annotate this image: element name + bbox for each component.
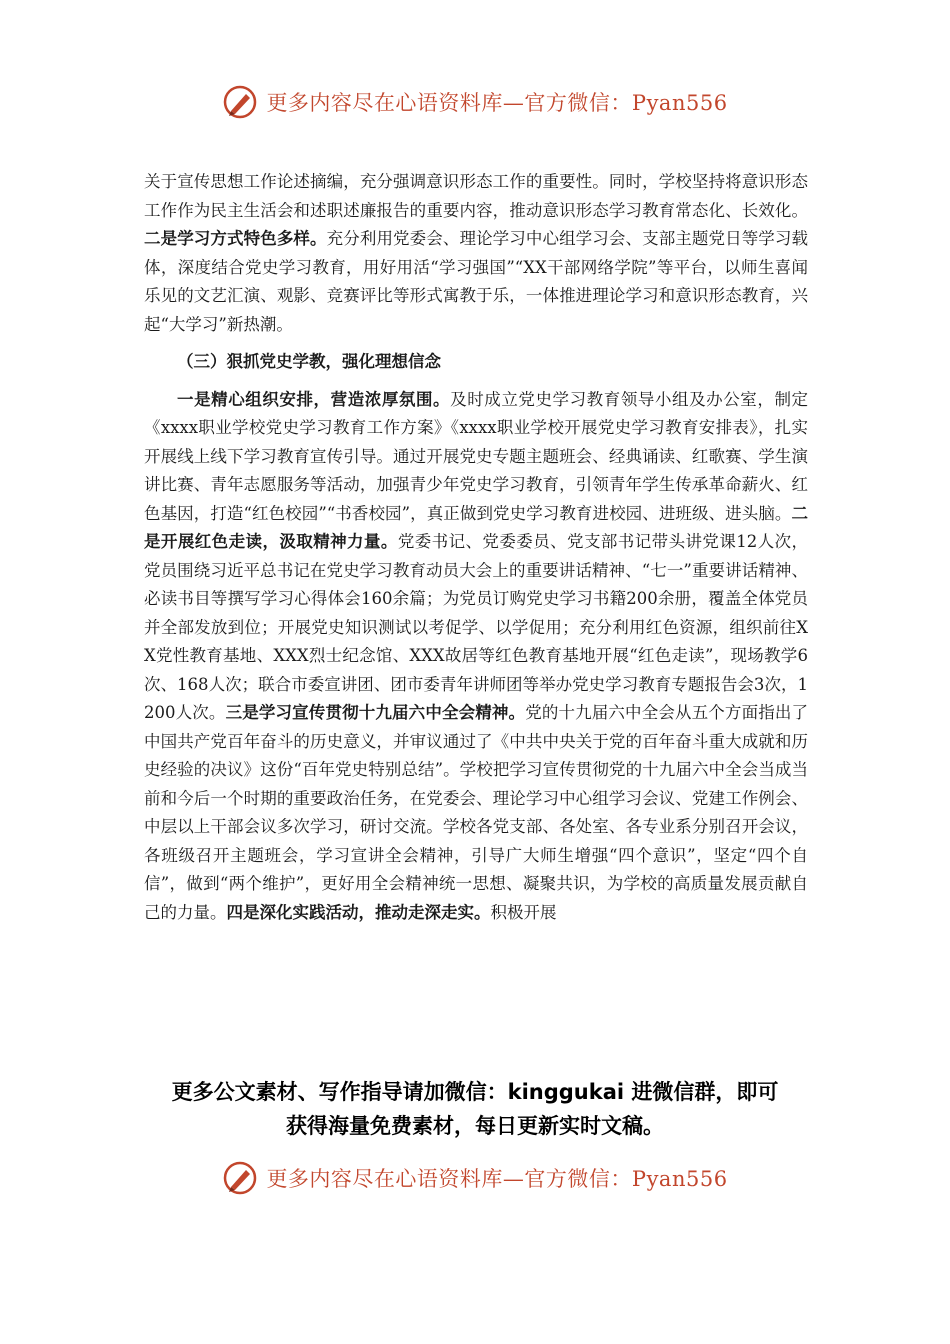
pen-logo-icon [222, 84, 258, 120]
paragraph [144, 168, 808, 339]
text-run: 及时成立党史学习教育领导小组及办公室，制定《xxxx职业学校党史学习教育工作方案》《xxxx职业学校开展党史学习教育安排表》，扎实开展线上线下学习教育宣传引导。通过开展党史专题主题班会、经典诵读、红歌赛、学生演讲比赛、青年志愿服务等活动，加强青少年党史学习教育，引领青年学生传承革命薪火、红色基因，打造“红色校园”“书香校园”，真正做到党史学习教育进校园、进班级、进头脑。 [144, 389, 809, 523]
promo-notice [0, 1075, 950, 1143]
bold-run: 三是学习宣传贯彻十九届六中全会精神。 [225, 703, 526, 722]
text-run: 党委书记、党委委员、党支部书记带头讲党课12人次，党员围绕习近平总书记在党史学习教育动员大会上的重要讲话精神、“七一”重要讲话精神、必读书目等撰写学习心得体会160余篇；为党员订购党史学习书籍200余册，覆盖全体党员并全部发放到位；开展党史知识测试以考促学、以学促用；充分利用红色资源，组织前往XX党性教育基地、XXX烈士纪念馆、XXX故居等红色教育基地开展“红色走读”，现场教学6次、168人次；联合市委宣讲团、团市委青年讲师团等举办党史学习教育专题报告会3次，1200人次。 [144, 532, 809, 722]
text-run: 党的十九届六中全会从五个方面指出了中国共产党百年奋斗的历史意义，并审议通过了《中共中央关于党的百年奋斗重大成就和历史经验的决议》这份“百年党史特别总结”。学校把学习宣传贯彻党的十九届六中全会当成当前和今后一个时期的重要政治任务，在党委会、理论学习中心组学习会议、党建工作例会、中层以上干部会议多次学习，研讨交流。学校各党支部、各处室、各专业系分别召开会议，各班级召开主题班会，学习宣讲全会精神，引导广大师生增强“四个意识”，坚定“四个自信”，做到“两个维护”，更好用全会精神统一思想、凝聚共识，为学校的高质量发展贡献自己的力量。 [144, 703, 809, 922]
bold-run: 二是开展红色走读，汲取精神力量。 [144, 503, 808, 551]
text-run: 积极开展 [490, 902, 557, 922]
text-run: 充分利用党委会、理论学习中心组学习会、支部主题党日等学习载体，深度结合党史学习教育，用好用活“学习强国”“XX干部网络学院”等平台，以师生喜闻乐见的文艺汇演、观影、竞赛评比等形式寓教于乐，一体推进理论学习和意识形态教育，兴起“大学习”新热潮。 [144, 229, 809, 334]
bold-run: 二是学习方式特色多样。 [144, 229, 327, 248]
header-banner-text: 更多内容尽在心语资料库—官方微信：Pyan556 [266, 91, 728, 115]
header-banner [0, 82, 950, 122]
pen-logo-icon [222, 1160, 258, 1196]
paragraph [144, 386, 808, 928]
text-run: 关于宣传思想工作论述摘编，充分强调意识形态工作的重要性。同时，学校坚持将意识形态工作作为民主生活会和述职述廉报告的重要内容，推动意识形态学习教育常态化、长效化。 [144, 172, 808, 220]
section-heading: （三）狠抓党史学教，强化理想信念 [177, 352, 441, 371]
footer-banner [0, 1158, 950, 1198]
footer-banner-text: 更多内容尽在心语资料库—官方微信：Pyan556 [266, 1167, 728, 1191]
promo-line-1: 更多公文素材、写作指导请加微信：kinggukai 进微信群，即可 [171, 1080, 779, 1104]
document-body [144, 168, 808, 927]
bold-run: 四是深化实践活动，推动走深走实。 [226, 902, 491, 922]
promo-line-2: 获得海量免费素材，每日更新实时文稿。 [286, 1114, 664, 1138]
bold-run: 一是精心组织安排，营造浓厚氛围。 [177, 389, 451, 409]
